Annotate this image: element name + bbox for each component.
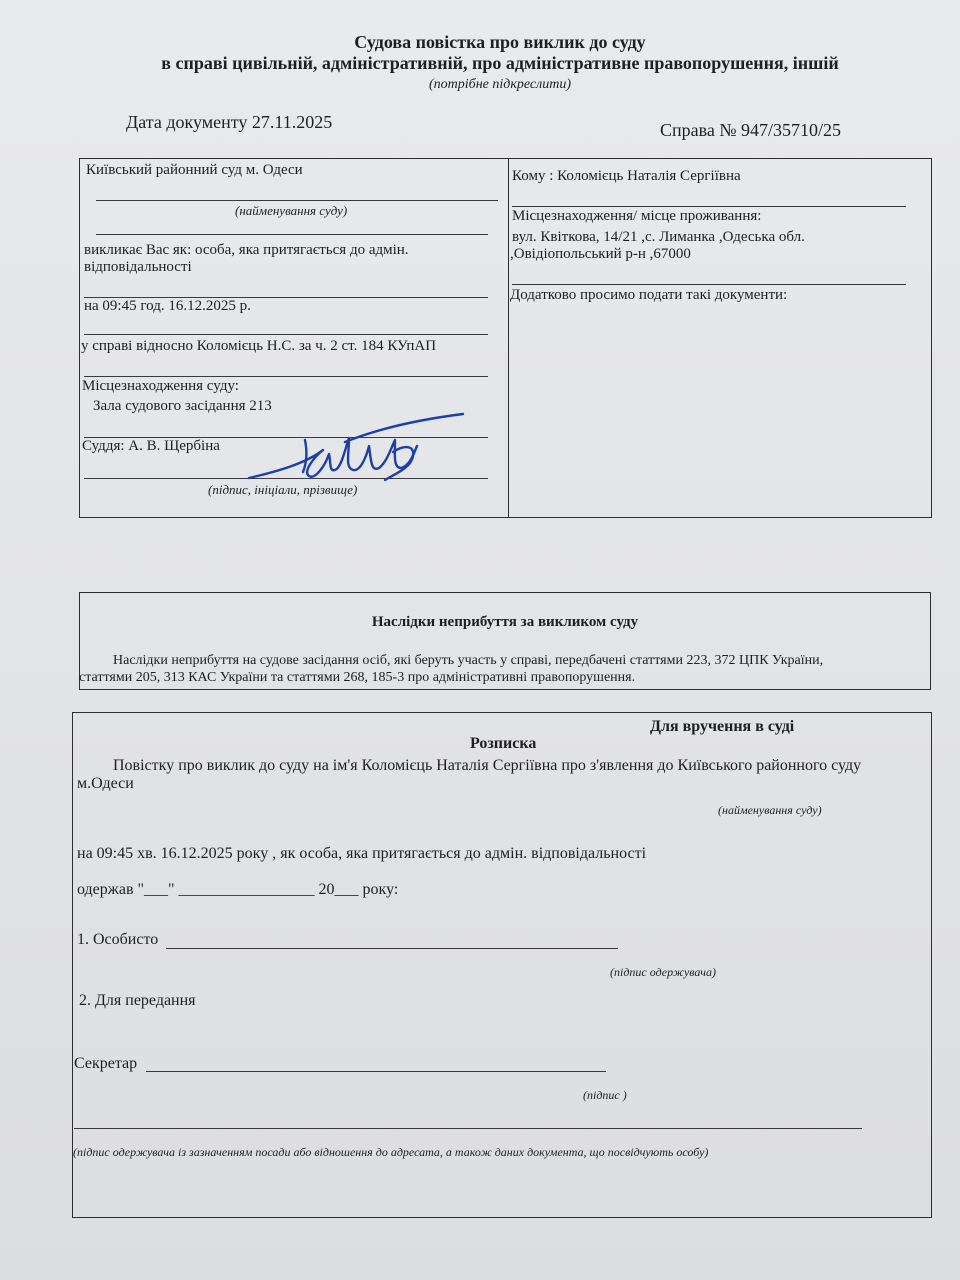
secretary-sign-caption: (підпис )	[583, 1088, 627, 1102]
extra-documents: Додатково просимо подати такі документи:	[510, 287, 788, 303]
court-name: Київський районний суд м. Одеси	[86, 162, 303, 178]
address-label: Місцезнаходження/ місце проживання:	[512, 208, 762, 224]
summons-role-cont: відповідальності	[84, 259, 192, 275]
address-line2: ,Овідіопольський р-н ,67000	[510, 246, 691, 262]
document-title: Судова повістка про виклик до суду	[354, 32, 646, 52]
court-caption: (найменування суду)	[235, 203, 348, 218]
signature-caption: (підпис, ініціали, прізвище)	[208, 482, 358, 497]
case-reference: у справі відносно Коломієць Н.С. за ч. 2 ст. 184 КУпАП	[81, 338, 437, 354]
courtroom: Зала судового засідання 213	[93, 398, 272, 414]
footer-caption: (підпис одержувача із зазначенням посади або відношення до адресата, а також даних документа, що посвідчують особу)	[73, 1145, 709, 1159]
judge-signature	[245, 410, 470, 500]
court-underline	[96, 200, 498, 201]
title-note: (потрібне підкреслити)	[428, 77, 571, 92]
judge-name: Суддя: А. В. Щербіна	[82, 438, 220, 454]
receipt-text: Повістку про виклик до суду на ім'я Коломієць Наталія Сергіївна про з'явлення до Київського районного суду	[113, 757, 862, 774]
divider-line	[512, 284, 906, 285]
address-line1: вул. Квіткова, 14/21 ,с. Лиманка ,Одеська обл.	[512, 229, 805, 245]
divider-line	[96, 234, 488, 235]
receipt-text-cont: м.Одеси	[77, 775, 134, 792]
personally-label: 1. Особисто	[77, 931, 159, 948]
consequences-text: Наслідки неприбуття на судове засідання осіб, які беруть участь у справі, передбачені статтями 223, 372 ЦПК України,	[113, 653, 824, 668]
receipt-box	[72, 712, 932, 1218]
consequences-title: Наслідки неприбуття за викликом суду	[371, 614, 639, 630]
received-line: одержав "___" _________________ 20___ року:	[77, 881, 399, 898]
consequences-text-cont: статтями 205, 313 КАС України та статтями 268, 185-3 про адміністративні правопорушення.	[79, 670, 636, 685]
for-court-label: Для вручення в суді	[650, 718, 795, 735]
receipt-title: Розписка	[470, 735, 537, 752]
column-divider	[508, 158, 509, 518]
divider-line	[84, 334, 488, 335]
receipt-time: на 09:45 хв. 16.12.2025 року , як особа, яка притягається до адмін. відповідальності	[77, 845, 647, 862]
divider-line	[512, 206, 906, 207]
case-number: Справа № 947/35710/25	[660, 120, 842, 140]
personally-signature-line	[166, 948, 618, 949]
document-subtitle: в справі цивільній, адміністративній, про адміністративне правопорушення, іншій	[161, 53, 839, 73]
location-label: Місцезнаходження суду:	[82, 378, 239, 394]
receipt-court-caption: (найменування суду)	[718, 803, 822, 817]
secretary-label: Секретар	[74, 1055, 138, 1072]
secretary-signature-line	[146, 1071, 606, 1072]
footer-line	[74, 1128, 862, 1129]
document-date: Дата документу 27.11.2025	[126, 112, 333, 132]
recipient-sign-caption: (підпис одержувача)	[610, 965, 716, 979]
summons-role: викликає Вас як: особа, яка притягається до адмін.	[84, 242, 409, 258]
recipient: Кому : Коломієць Наталія Сергіївна	[512, 168, 741, 184]
divider-line	[84, 376, 488, 377]
transfer-label: 2. Для передання	[79, 992, 196, 1009]
hearing-time: на 09:45 год. 16.12.2025 р.	[84, 298, 251, 314]
